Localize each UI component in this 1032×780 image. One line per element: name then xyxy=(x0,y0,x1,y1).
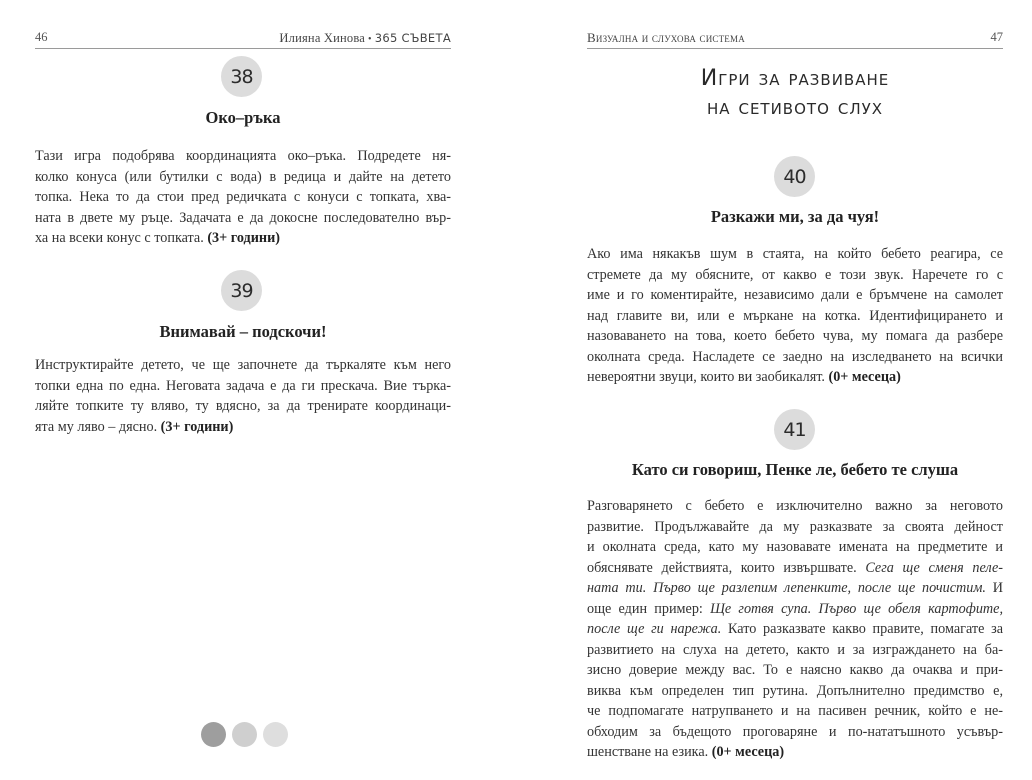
text-line xyxy=(587,367,1003,388)
text-fragment: Като разказвате какво правите, помагате за xyxy=(721,621,1004,637)
text-line: име и го коментирайте, независимо дали е бръмчене на самолет xyxy=(587,287,1003,303)
italic-example: после ще ги нарежа. xyxy=(587,621,722,637)
dot-icon xyxy=(263,722,288,747)
tip-title: Разкажи ми, за да чуя! xyxy=(710,207,880,226)
text-line xyxy=(587,599,1003,620)
text-fragment: ха на всеки конус с топката. xyxy=(35,230,204,246)
tip-body xyxy=(35,146,451,249)
tip-body xyxy=(587,496,1003,763)
italic-example: ната ти. Първо ще разлепим лепенките, после ще почистим. xyxy=(587,580,986,596)
tip-title: Внимавай – подскочи! xyxy=(159,322,327,341)
text-line: Разговарянето с бебето е изключително важно за неговото xyxy=(587,498,1003,514)
tip-title: Като си говориш, Пенке ле, бебето те слуша xyxy=(631,460,959,479)
tip-number-badge: 38 xyxy=(221,56,262,97)
decorative-dots xyxy=(201,722,288,747)
text-fragment: шенстване на езика. xyxy=(587,744,709,760)
text-line: развитието на слуха на детето, както и за изграждането на ба- xyxy=(587,641,1003,658)
text-line xyxy=(587,558,1003,579)
text-line: и околната среда, като му назовавате имената на предметите и xyxy=(587,539,1003,555)
dot-icon xyxy=(232,722,257,747)
text-line: колко конуса (или бутилки с вода) в редица и дайте на детето xyxy=(35,168,451,185)
italic-example: Сега ще сменя пеле- xyxy=(865,559,1004,576)
age-label: (0+ месеца) xyxy=(711,744,785,760)
tip-title: Око–ръка xyxy=(205,108,281,127)
section-title-line: на сетивото слух xyxy=(706,95,884,120)
tip-body xyxy=(35,355,451,437)
text-line xyxy=(587,619,1003,640)
dot-icon xyxy=(201,722,226,747)
text-line xyxy=(35,417,451,438)
text-fragment: още един пример: xyxy=(587,600,711,617)
text-line: че подпомагате натрупването и на пасивен речник, който е не- xyxy=(587,703,1003,719)
text-fragment: ята му ляво – дясно. xyxy=(35,418,158,435)
text-line: зисно доверие между вас. То е наясно какво да очаква и при- xyxy=(587,662,1003,678)
age-label: (3+ години) xyxy=(160,418,234,435)
page-number: 46 xyxy=(35,30,48,44)
text-line xyxy=(587,742,1003,763)
text-line: околната среда. Насладете се заедно на изследването на всички xyxy=(587,348,1003,365)
italic-example: Ще готвя супа. Първо ще обеля картофите, xyxy=(710,600,1004,617)
text-line: Тази игра подобрява координацията око–ръка. Подредете ня- xyxy=(35,148,451,164)
book-title: 365 СЪВЕТА xyxy=(374,31,451,45)
author-name: Илияна Хинова xyxy=(279,31,366,45)
section-title-line: Игри за развиване xyxy=(700,66,890,91)
text-line: топки една по една. Неговата задача е да ги прескача. Вие търка- xyxy=(35,377,451,394)
text-line: ляйте топките ту вляво, ту вдясно, за да тренирате координаци- xyxy=(35,398,451,414)
text-line: стремете да му обясните, от какво е този звук. Наречете го с xyxy=(587,266,1003,283)
tip-number-badge: 39 xyxy=(221,270,262,311)
age-label: (3+ години) xyxy=(207,230,280,246)
text-fragment: невероятни звуци, които ви заобикалят. xyxy=(587,369,825,385)
text-line xyxy=(587,578,1003,599)
text-line: развитие. Продължавайте да му разказвате за своята дейност xyxy=(587,518,1003,535)
tip-number-badge: 40 xyxy=(774,156,815,197)
chapter-title: Визуална и слухова система xyxy=(587,30,745,45)
section-title xyxy=(587,64,1003,122)
right-page xyxy=(516,0,1032,780)
running-head-left xyxy=(35,30,451,49)
page-number: 47 xyxy=(990,30,1003,44)
text-fragment: И xyxy=(985,580,1004,596)
text-line: обходим за бъдещото проговаряне и по-нататъшното усъвър- xyxy=(587,723,1003,740)
text-line: Инструктирайте детето, че ще започнете да търкаляте към него xyxy=(35,357,451,373)
bullet-separator: • xyxy=(368,34,372,45)
tip-number-badge: 41 xyxy=(774,409,815,450)
text-line xyxy=(35,228,451,249)
book-author-title xyxy=(279,31,451,46)
tip-body xyxy=(587,244,1003,388)
age-label: (0+ месеца) xyxy=(828,369,901,385)
text-line: виква към определен тип рутина. Допълнително предимство е, xyxy=(587,682,1003,699)
text-line: топка. Нека то да стои пред редичката с конуси с топката, хва- xyxy=(35,189,451,205)
text-line: назоваването на това, което бебето чува, му помага да разбере xyxy=(587,328,1003,344)
text-fragment: обяснявате действията, които извършвате. xyxy=(587,559,866,576)
running-head-right xyxy=(587,30,1003,49)
text-line: Ако има някакъв шум в стаята, на който бебето реагира, се xyxy=(587,246,1003,262)
text-line: над главите ви, или е мъркане на котка. Идентифицирането и xyxy=(587,307,1003,324)
text-line: ната в двете му ръце. Задачата е да докосне последователно вър- xyxy=(35,209,451,226)
